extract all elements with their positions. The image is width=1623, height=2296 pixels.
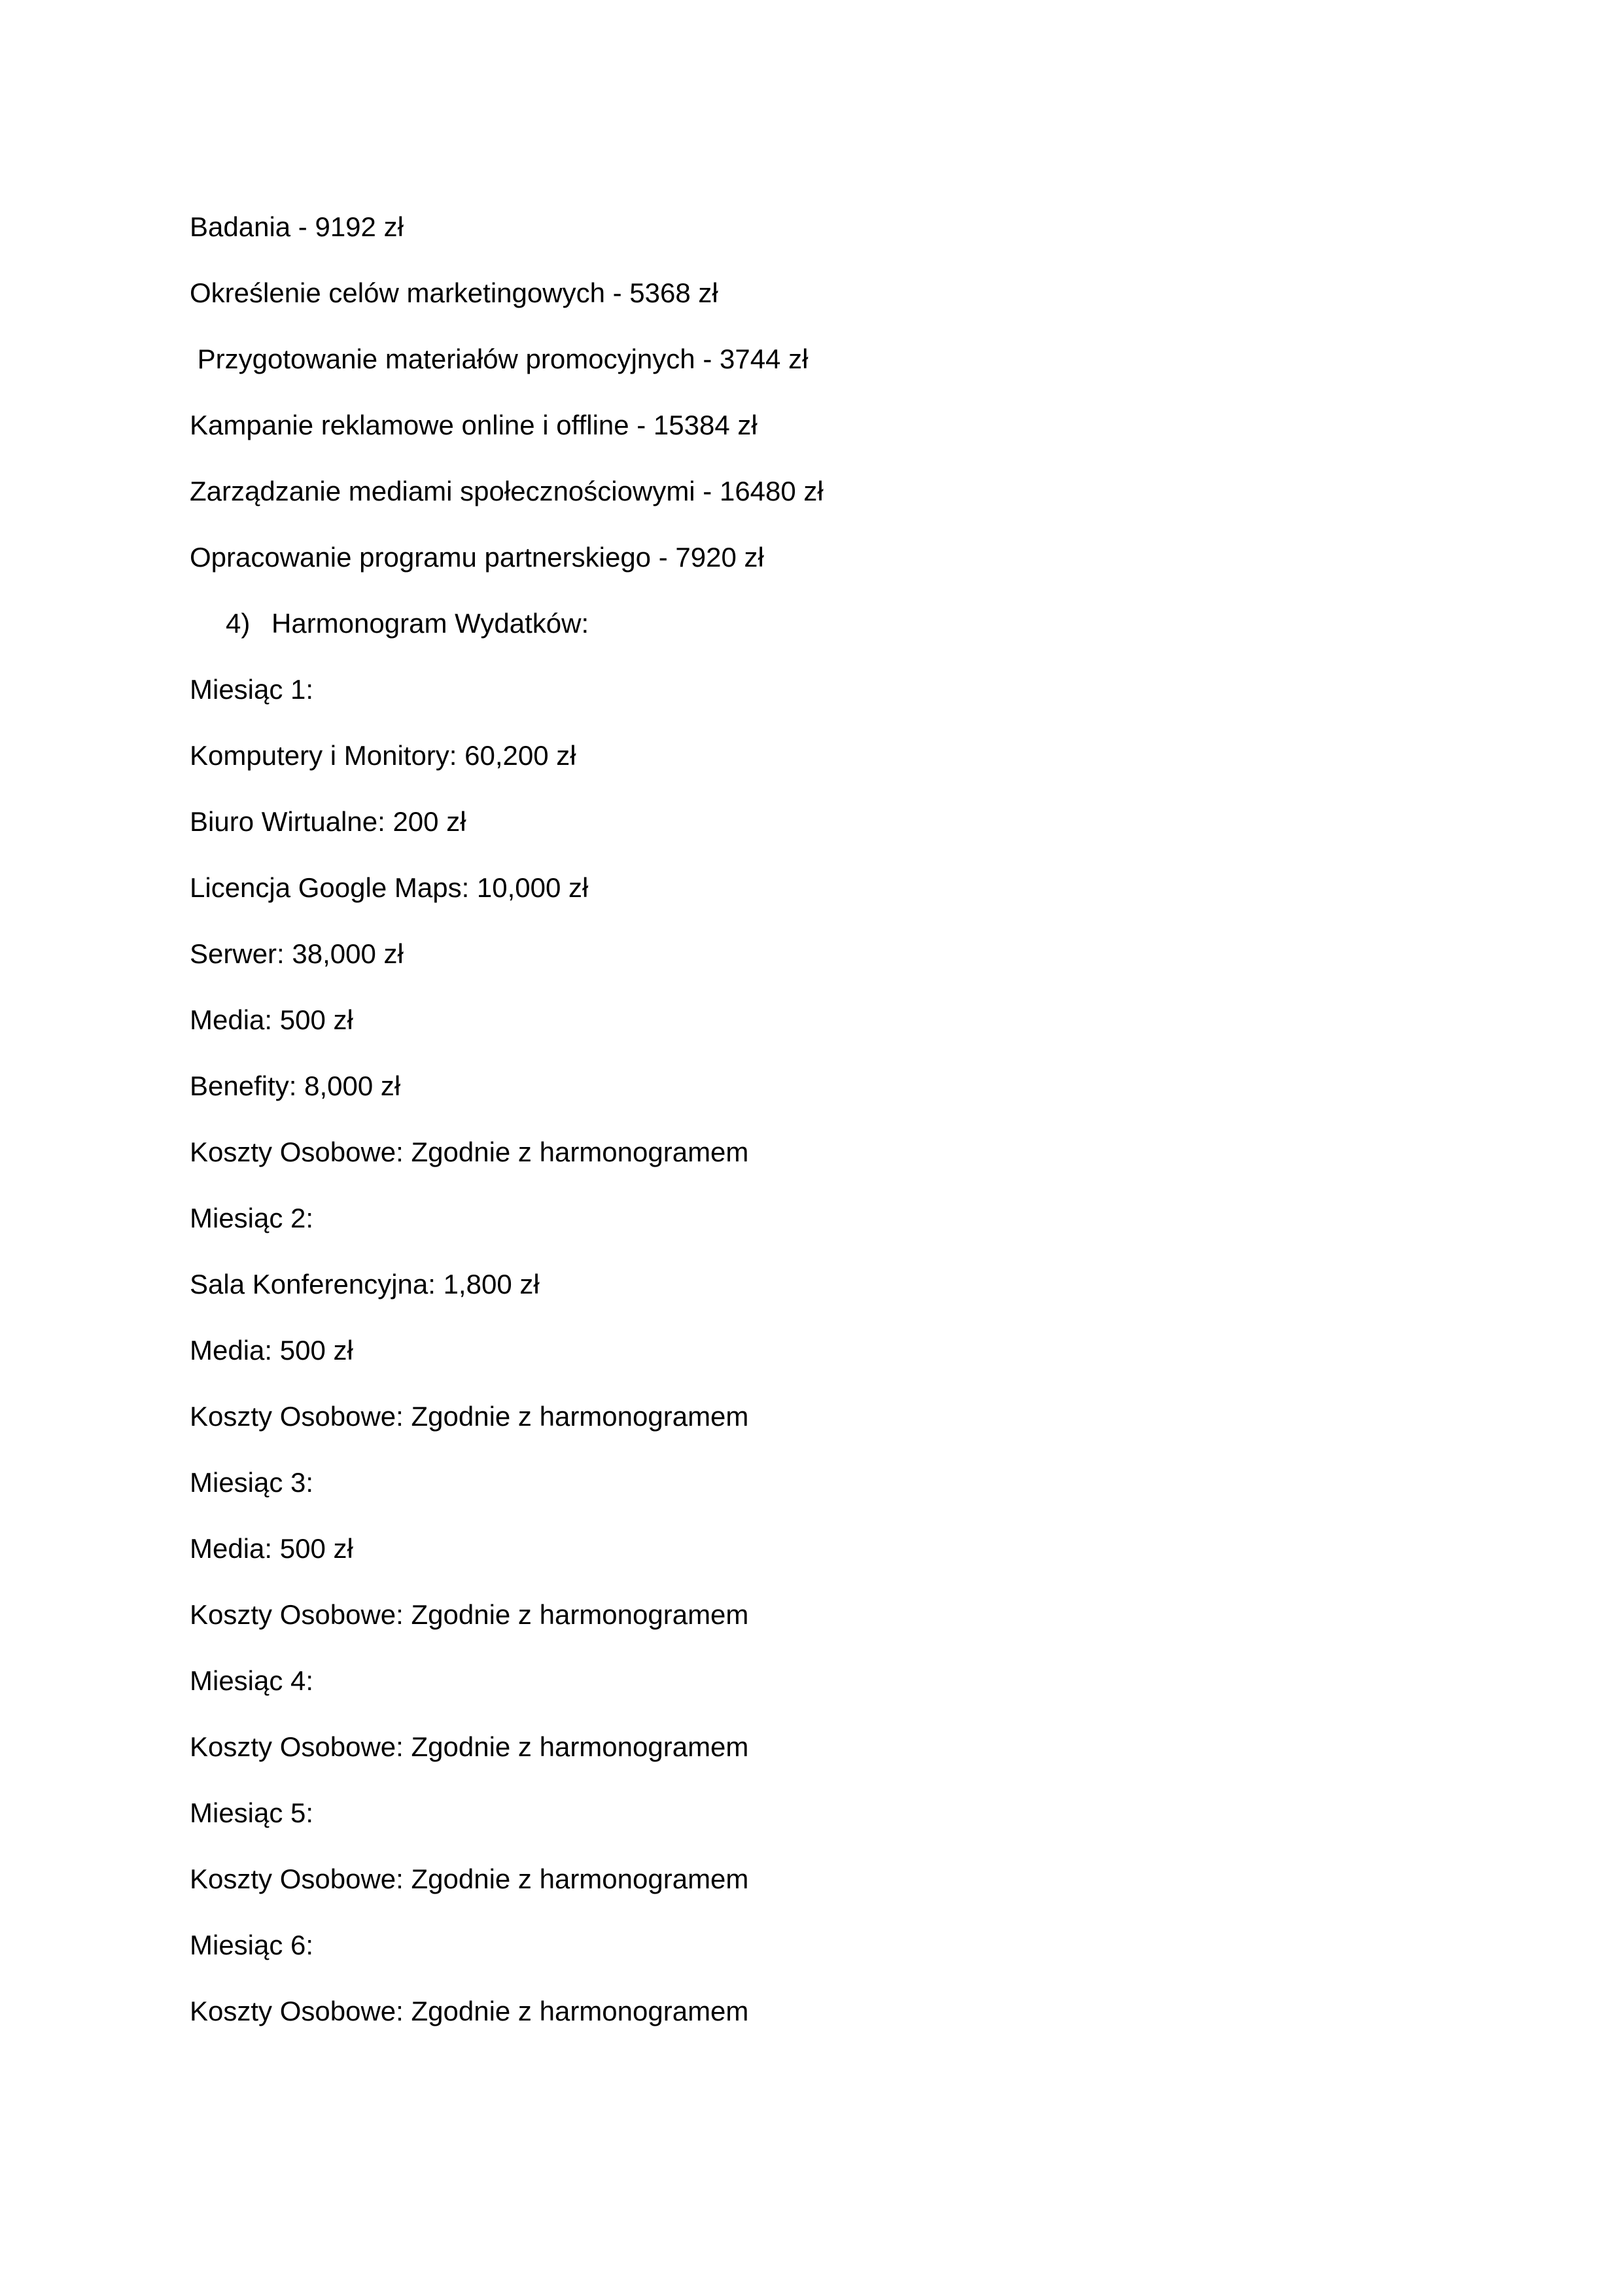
list-item-marker: 4) [226,608,251,639]
list-item-label: Harmonogram Wydatków: [271,608,589,639]
document-paragraph: Miesiąc 2: [190,1203,314,1233]
document-paragraph: Koszty Osobowe: Zgodnie z harmonogramem [190,1401,749,1432]
document-paragraph: Sala Konferencyjna: 1,800 zł [190,1269,540,1299]
document-paragraph: Koszty Osobowe: Zgodnie z harmonogramem [190,1996,749,2026]
document-paragraph: Koszty Osobowe: Zgodnie z harmonogramem [190,1137,749,1167]
document-paragraph: Miesiąc 6: [190,1930,314,1960]
document-paragraph: Kampanie reklamowe online i offline - 15384 zł [190,410,758,440]
document-paragraph: Komputery i Monitory: 60,200 zł [190,740,576,771]
document-paragraph: Benefity: 8,000 zł [190,1070,401,1101]
document-paragraph: Miesiąc 5: [190,1797,314,1828]
document-paragraph: Miesiąc 4: [190,1665,314,1696]
document-paragraph: Miesiąc 1: [190,674,314,705]
document-paragraph: Media: 500 zł [190,1335,353,1366]
document-paragraph: Serwer: 38,000 zł [190,938,404,969]
document-paragraph: Przygotowanie materiałów promocyjnych - 3744 zł [190,344,809,374]
document-paragraph: Badania - 9192 zł [190,211,404,242]
document-paragraph: Biuro Wirtualne: 200 zł [190,806,466,837]
document-paragraph: Koszty Osobowe: Zgodnie z harmonogramem [190,1599,749,1630]
document-paragraph: Media: 500 zł [190,1004,353,1035]
document-paragraph: Miesiąc 3: [190,1467,314,1498]
document-paragraph: Koszty Osobowe: Zgodnie z harmonogramem [190,1863,749,1894]
numbered-list-item [190,590,1433,656]
document-paragraph: Zarządzanie mediami społecznościowymi - 16480 zł [190,476,824,506]
document-paragraph: Licencja Google Maps: 10,000 zł [190,872,589,903]
document-body [190,194,1433,2044]
document-paragraph: Określenie celów marketingowych - 5368 zł [190,277,718,308]
document-paragraph: Opracowanie programu partnerskiego - 7920 zł [190,542,764,573]
document-paragraph: Koszty Osobowe: Zgodnie z harmonogramem [190,1731,749,1762]
document-paragraph: Media: 500 zł [190,1533,353,1564]
